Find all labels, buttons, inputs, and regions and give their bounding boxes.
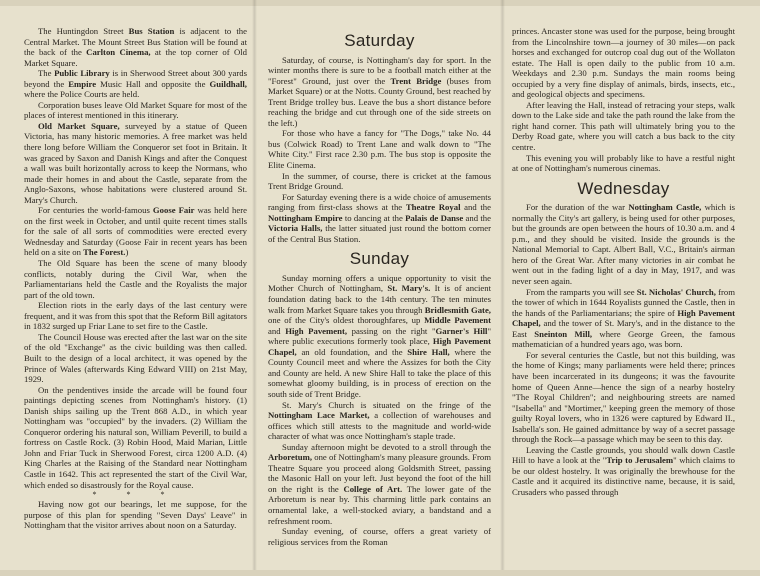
paragraph <box>268 273 491 400</box>
paragraph <box>268 526 491 547</box>
paragraph <box>24 332 247 385</box>
paragraph <box>24 26 247 68</box>
paragraph <box>24 100 247 121</box>
text-run: Corporation buses leave Old Market Square for most of the places of interest mentioned in this itinerary. <box>24 99 247 121</box>
bold-place-name: High Pavement, <box>285 325 348 336</box>
text-run: For several centuries the Castle, but not this building, was the home of Kings; many parliaments were held there; princes have been incarcerated in its dungeons; it was the favourite home of Queen Anne—hence the sign of a nearby hostelry "The Royal Children"; and neighbouring streets are named "Isabella" and "Mortimer," keeping green the memory of those guilty Royal lovers, who in 1326 were captured by Edward II., Isabella's son. He gained admittance by way of a secret passage through the Rock—a passage which may be seen to this day. <box>512 349 735 445</box>
bold-place-name: St. Nicholas' Church, <box>636 286 716 297</box>
text-run: is adjacent to the Central Market. The Mount Street Bus Station will be found at the back of the <box>24 26 247 58</box>
bold-place-name: Goose Fair <box>152 205 195 216</box>
bold-place-name: Old Market Square, <box>38 120 120 131</box>
text-run: It is of ancient foundation dating back to the 14th century. The ten minutes walk from Market Square takes you through <box>268 283 491 315</box>
paper-edge-top <box>0 0 760 6</box>
bold-place-name: St. Mary's. <box>387 283 431 294</box>
text-run: After leaving the Hall, instead of retracing your steps, walk down to the Lake side and take the path round the lake from the right hand corner. This path will ultimately bring you to the Derby Road gate, where you will catch a bus back to the city centre. <box>512 99 735 153</box>
text-run: Sunday evening, of course, offers a great variety of religious services from the Roman <box>268 526 491 547</box>
text-run: Having now got our bearings, let me suppose, for the purpose of this plan for spending "Seven Days' Leave" in Nottingham that the visitor arrives about noon on a Saturday. <box>24 499 247 531</box>
text-run: " where public executions formerly took place, <box>268 325 491 347</box>
text-run: For centuries the world-famous <box>38 205 153 216</box>
paragraph <box>512 153 735 174</box>
text-run: This evening you will probably like to have a restful night at one of Nottingham's numerous cinemas. <box>512 152 735 174</box>
text-run: and the <box>463 212 491 223</box>
paragraph <box>24 205 247 258</box>
text-run: which is normally the City's art gallery, is being used for other purposes, but the grounds are open between the hours of 10.30 a.m. and 4 p.m., and they should be visited. Inside the grounds is the National Memorial to Capt. Albert Ball, V.C., Britain's airman hero of the Great War. After many victories in air combat he went out in the fading light of a day in May, 1917, and was never seen again. <box>512 202 735 287</box>
text-run: where George Green, the famous mathematician of a hundred years ago, was born. <box>512 328 735 350</box>
text-run: Leaving the Castle grounds, you should walk down Castle Hill to have a look at the " <box>512 444 735 466</box>
text-run: one of the City's oldest thoroughfares, up <box>268 315 425 326</box>
heading-sunday: Sunday <box>349 249 410 269</box>
column-right <box>512 26 735 566</box>
paragraph <box>24 68 247 100</box>
text-run: The Council House was erected after the last war on the site of the old "Exchange" as the civic building was then called. Built to the design of a local architect, it was opened by the Prince of Wales (afterwards King Edward VIII) on 21st May, 1929. <box>24 331 247 385</box>
text-run: The Huntingdon Street <box>38 26 129 36</box>
text-run: the latter situated just round the bottom corner of the Central Bus Station. <box>268 223 491 244</box>
paragraph <box>268 55 491 129</box>
paper-edge-bottom <box>0 570 760 576</box>
bold-place-name: Garner's Hill <box>435 325 488 336</box>
text-run: and <box>268 325 286 336</box>
paragraph <box>512 100 735 153</box>
heading-saturday: Saturday <box>344 31 415 50</box>
column-middle <box>268 26 491 566</box>
text-run: For the duration of the war <box>526 202 629 213</box>
heading-wednesday: Wednesday <box>577 178 670 198</box>
paragraph <box>268 171 491 192</box>
text-run: where the Police Courts are held. <box>24 89 140 100</box>
bold-place-name: Bridlesmith Gate, <box>424 304 491 315</box>
text-run: at the top corner of Old Market Square. <box>24 47 247 68</box>
text-run: The lower gate of the Arboretum is near by. This charming little park contains an ornamental lake, a well-stocked aviary, a bandstand and a refreshment room. <box>268 483 491 526</box>
paragraph <box>24 258 247 300</box>
paragraph <box>268 128 491 170</box>
text-run: surveyed by a statue of Queen Victoria, has many historic memories. A free market was held there long before William the Conqueror set foot in Britain. It was graced by Saxon and Danish Kings and after the Conquest a wall was built horizontally across to keep the Normans, who made their homes in and about the Castle, separate from the Anglo-Saxons, whose habitations were clustered around St. Mary's Church. <box>24 120 247 205</box>
bold-place-name: Palais de Danse <box>405 212 464 223</box>
text-run: On the pendentives inside the arcade will be found four paintings depicting scenes from Nottingham's history. (1) Danish ships sailing up the Trent 868 A.D., in which year Nottingham was "occupied" by the invaders. (2) William the Conqueror ordering his natural son, William Peverill, to build a fortress on Castle Rock. (3) Robin Hood, Maid Marian, Little John and Friar Tuck in Sherwood Forest, circa 1200 A.D. (4) King Charles at the Raising of the Standard near Nottingham Castle in 1642. This act represented the start of the Civil War, which ended so disastrously for the Royal cause. <box>24 384 247 490</box>
bold-place-name: Empire <box>68 78 97 89</box>
bold-place-name: Shire Hall, <box>407 346 450 357</box>
text-run: passing on the right " <box>347 325 436 336</box>
paragraph <box>512 445 735 498</box>
bold-place-name: Middle Pavement <box>424 315 491 326</box>
bold-place-name: Nottingham Lace Market, <box>268 410 370 421</box>
text-run: from the tower of which in 1644 Royalists gunned the Castle, then in the hands of the Parliamentarians; the spire of <box>512 286 735 318</box>
column-left <box>24 26 247 566</box>
paragraph <box>268 192 491 245</box>
bold-place-name: Theatre Royal <box>405 202 461 213</box>
fold-crease <box>500 0 505 576</box>
bold-place-name: Trip to Jerusalem <box>606 455 674 466</box>
text-run: a collection of warehouses and offices which still attests to the magnitude and world-wide character of what was once Nottingham's staple trade. <box>268 410 491 442</box>
bold-place-name: Bus Station <box>128 26 175 36</box>
text-run: (buses from Market Square) or at the Notts. County Ground, best reached by Trent Bridge trolley bus. Leave the bus a short distance before reaching the bridge and cut through one of the side streets on the left.) <box>268 75 491 128</box>
text-run: The Old Square has been the scene of many bloody conflicts, notably during the Civil War, when the Parliamentarians held the Castle and the Royalists the major part of the old town. <box>24 258 247 300</box>
paragraph <box>24 385 247 490</box>
paragraph <box>268 442 491 526</box>
paragraph <box>512 287 735 350</box>
paragraph <box>268 400 491 442</box>
bold-place-name: The Forest. <box>83 247 126 258</box>
text-run: where the County Council meet and where the Assizes for both the City and County are held. A new Shire Hall to take the place of this somewhat gloomy building, is in process of erection on the south side of Trent Bridge. <box>268 346 491 399</box>
bold-place-name: Nottingham Castle, <box>628 202 702 213</box>
bold-place-name: Victoria Halls, <box>268 223 323 234</box>
text-run: an old foundation, and the <box>296 346 408 357</box>
paragraph <box>24 499 247 531</box>
text-run: Sunday afternoon might be devoted to a stroll through the <box>282 441 491 452</box>
text-run: The <box>38 68 55 79</box>
section-divider-stars: * * * <box>92 490 179 500</box>
paragraph <box>512 202 735 286</box>
text-run: ) <box>125 247 129 258</box>
text-run: is in Sherwood Street about 300 yards beyond the <box>24 68 247 89</box>
paragraph <box>512 26 735 100</box>
text-run: and the <box>460 202 491 213</box>
bold-place-name: Trent Bridge <box>390 75 442 86</box>
text-run: and the tower of St. Mary's, and in the distance to the East <box>512 318 735 339</box>
fold-crease <box>252 0 257 576</box>
text-run: From the ramparts you will see <box>526 286 637 297</box>
text-run: to dancing at the <box>342 212 406 223</box>
bold-place-name: Arboretum, <box>268 452 312 463</box>
text-run: princes. Ancaster stone was used for the purpose, being brought from the Lincolnshire town—a journey of 30 miles—on pack horses and exchanged for outcrop coal dug out of the Wollaton estate. The Hall is open daily to the public from 10 a.m. Weekdays and 2.30 p.m. Sundays the main rooms being occupied by a very fine display of animals, birds, insects, etc., and geological objects and specimens. <box>512 26 735 100</box>
text-run: Music Hall and opposite the <box>96 78 210 89</box>
bold-place-name: Guildhall, <box>209 78 247 89</box>
bold-place-name: College of Art. <box>343 483 403 494</box>
bold-place-name: Public Library <box>54 68 110 79</box>
text-run: was held here on the first week in October, and until quite recent times stalls for the sale of all sorts of commodities were erected every Wednesday and Saturday (Goose Fair in recent years has been held on a site on <box>24 205 247 258</box>
text-run: Sunday morning offers a unique opportunity to visit the Mother Church of Nottingham, <box>268 272 491 294</box>
text-run: Saturday, of course, is Nottingham's day for sport. In the winter months there is sure to be a football match either at the "Forest" Ground, just over the <box>268 54 491 86</box>
paragraph <box>512 350 735 445</box>
text-run: Election riots in the early days of the last century were frequent, and it was from this spot that the Reform Bill agitators in 1832 surged up Friar Lane to set fire to the Castle. <box>24 300 247 332</box>
bold-place-name: High Pavement Chapel, <box>512 307 735 329</box>
paragraph <box>24 121 247 205</box>
text-run: St. Mary's Church is situated on the fringe of the <box>282 399 491 410</box>
bold-place-name: Sneinton Mill, <box>534 328 593 339</box>
text-run: For those who have a fancy for "The Dogs," take No. 44 bus (Colwick Road) to Trent Lane and walk down to "The White City." First race 2.30 p.m. The bus stop is opposite the Elite Cinema. <box>268 128 491 171</box>
text-run: one of Nottingham's many pleasure grounds. From Theatre Square you proceed along Goldsmith Street, passing the Masonic Hall on your left. Just beyond the foot of the hill on the right is the <box>268 452 491 494</box>
bold-place-name: Nottingham Empire <box>268 212 343 223</box>
bold-place-name: Carlton Cinema, <box>86 47 151 58</box>
text-run: For Saturday evening there is a wide choice of amusements ranging from first-class shows at the <box>268 191 491 213</box>
text-run: " which claims to be our oldest hostelry. It was originally the brewhouse for the Castle and it acquired its distinctive name, because, it is said, Crusaders who passed through <box>512 455 735 497</box>
paragraph <box>24 300 247 332</box>
text-run: In the summer, of course, there is cricket at the famous Trent Bridge Ground. <box>268 170 491 192</box>
bold-place-name: High Pavement Chapel, <box>268 336 491 357</box>
